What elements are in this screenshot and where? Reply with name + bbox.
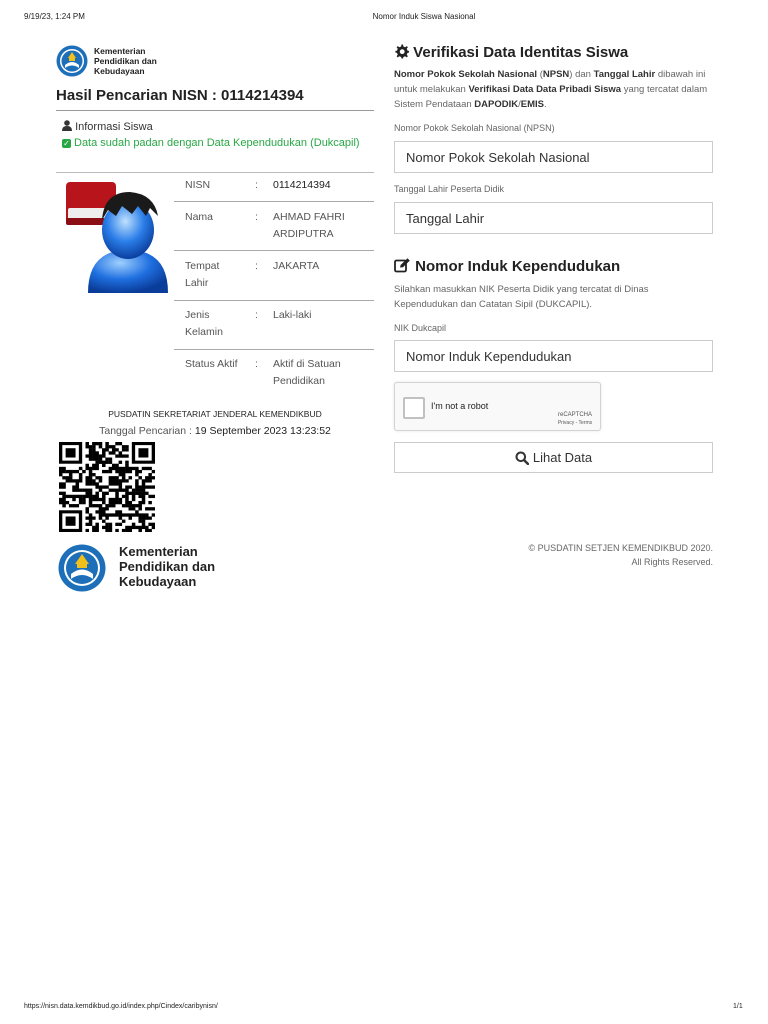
nik-input[interactable] bbox=[394, 340, 713, 372]
search-icon bbox=[515, 451, 529, 465]
student-avatar-icon bbox=[62, 178, 170, 293]
recaptcha-label: I'm not a robot bbox=[431, 401, 489, 411]
row-divider bbox=[174, 300, 374, 301]
row-divider bbox=[174, 349, 374, 350]
recaptcha-checkbox[interactable] bbox=[403, 397, 425, 419]
print-title: Nomor Induk Siswa Nasional bbox=[372, 12, 476, 21]
kemendikbud-logo-icon bbox=[57, 544, 107, 592]
row-divider bbox=[174, 201, 374, 202]
status-aktif-label: Status Aktif bbox=[185, 358, 238, 370]
tempat-lahir-value: JAKARTA bbox=[273, 260, 320, 272]
brand-name: Kementerian Pendidikan dan Kebudayaan bbox=[94, 46, 157, 76]
row-divider bbox=[174, 250, 374, 251]
check-square-icon: ✓ bbox=[63, 139, 70, 148]
tempat-lahir-label: Tempat Lahir bbox=[185, 260, 220, 289]
dob-label: Tanggal Lahir Peserta Didik bbox=[394, 184, 505, 194]
user-icon bbox=[62, 120, 72, 131]
brand-name-large: Kementerian Pendidikan dan Kebudayaan bbox=[119, 544, 216, 589]
jenis-kelamin-value: Laki-laki bbox=[273, 309, 312, 321]
status-aktif-value: Aktif di Satuan Pendidikan bbox=[273, 358, 341, 387]
colon: : bbox=[255, 309, 258, 321]
nama-label: Nama bbox=[185, 211, 214, 223]
search-date: Tanggal Pencarian : 19 September 2023 13:23:52 bbox=[99, 425, 331, 437]
print-datetime: 9/19/23, 1:24 PM bbox=[24, 12, 85, 21]
result-title: Hasil Pencarian NISN : 0114214394 bbox=[56, 87, 304, 104]
colon: : bbox=[255, 358, 258, 370]
nik-label: NIK Dukcapil bbox=[394, 323, 447, 333]
recaptcha-links[interactable]: Privacy - Terms bbox=[557, 420, 593, 426]
lihat-data-button[interactable]: Lihat Data bbox=[394, 442, 713, 473]
npsn-input[interactable] bbox=[394, 141, 713, 173]
print-url: https://nisn.data.kemdikbud.go.id/index.php/Cindex/caribynisn/ bbox=[24, 1003, 218, 1010]
edit-icon bbox=[394, 258, 411, 273]
recaptcha-widget bbox=[394, 382, 601, 431]
colon: : bbox=[255, 260, 258, 272]
dukcapil-status: ✓ Data sudah padan dengan Data Kependudukan (Dukcapil) bbox=[63, 137, 360, 149]
issuer-label: PUSDATIN SEKRETARIAT JENDERAL KEMENDIKBUD bbox=[108, 409, 322, 419]
colon: : bbox=[255, 211, 258, 223]
info-header: Informasi Siswa bbox=[62, 120, 153, 133]
colon: : bbox=[255, 179, 258, 191]
print-page-number: 1/1 bbox=[733, 1003, 743, 1010]
nisn-label: NISN bbox=[185, 179, 211, 191]
verif-title: Verifikasi Data Identitas Siswa bbox=[394, 44, 628, 61]
gear-icon bbox=[394, 44, 409, 59]
divider bbox=[56, 110, 374, 111]
recaptcha-brand: reCAPTCHA bbox=[557, 412, 592, 418]
nama-value: AHMAD FAHRI ARDIPUTRA bbox=[273, 211, 345, 240]
nisn-value: 0114214394 bbox=[273, 179, 331, 191]
npsn-label: Nomor Pokok Sekolah Nasional (NPSN) bbox=[394, 123, 555, 133]
nik-description: Silahkan masukkan NIK Peserta Didik yang tercatat di Dinas Kependudukan dan Catatan Sipil (DUKCAPIL). bbox=[394, 284, 649, 310]
dob-input[interactable] bbox=[394, 202, 713, 234]
kemendikbud-logo-icon bbox=[56, 45, 88, 77]
copyright: © PUSDATIN SETJEN KEMENDIKBUD 2020. All Rights Reserved. bbox=[528, 543, 713, 567]
qr-code-icon bbox=[59, 442, 155, 532]
jenis-kelamin-label: Jenis Kelamin bbox=[185, 309, 223, 338]
divider bbox=[56, 172, 374, 173]
nik-title: Nomor Induk Kependudukan bbox=[394, 258, 620, 275]
verif-description: Nomor Pokok Sekolah Nasional (NPSN) dan Tanggal Lahir dibawah ini untuk melakukan Verifikasi Data Data Pribadi Siswa yang tercatat dalam Sistem Pendataan DAPODIK/EMIS. bbox=[394, 69, 708, 110]
